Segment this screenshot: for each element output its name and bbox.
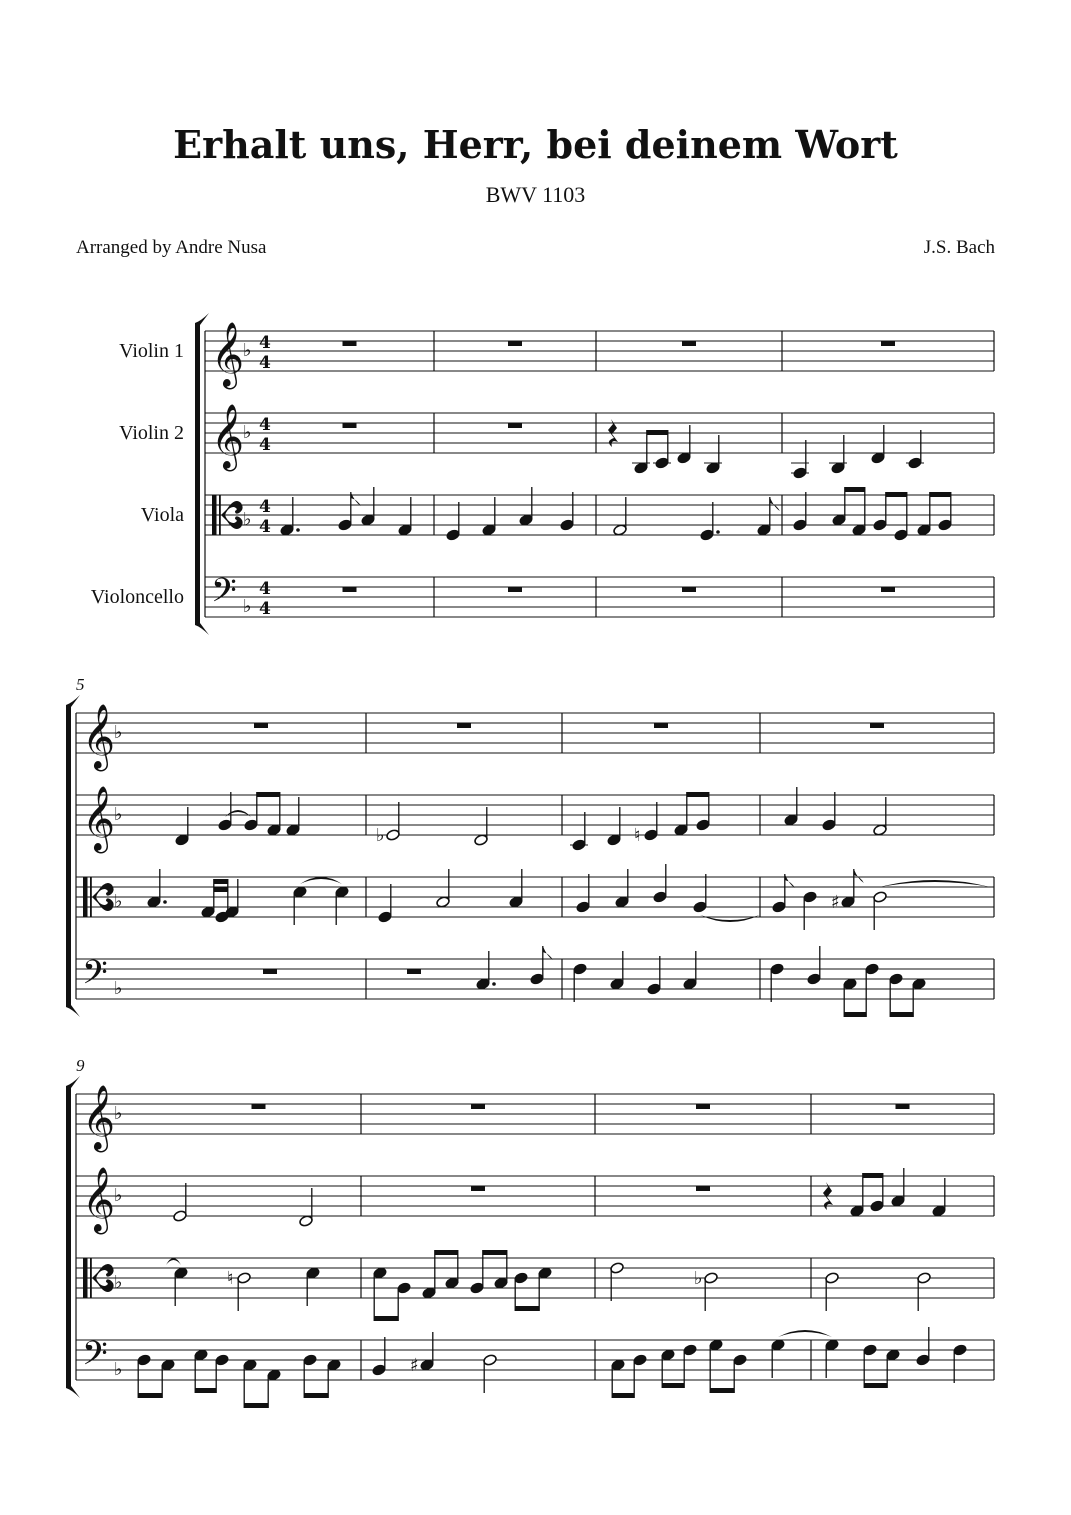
whole-rest xyxy=(696,1104,710,1109)
instrument-label-violin-1: Violin 1 xyxy=(119,340,184,362)
alto-clef xyxy=(92,1278,114,1292)
note-beam xyxy=(886,492,907,497)
key-signature-flat: ♭ xyxy=(114,1103,123,1124)
whole-rest xyxy=(896,1104,910,1109)
instrument-label-violin-2: Violin 2 xyxy=(119,422,184,444)
key-signature-flat: ♭ xyxy=(114,1272,123,1293)
time-signature-denominator: 4 xyxy=(259,435,271,455)
augmentation-dot xyxy=(716,530,720,534)
note-beam xyxy=(138,1393,162,1398)
score-title: Erhalt uns, Herr, bei deinem Wort xyxy=(173,122,898,167)
key-signature-flat: ♭ xyxy=(114,804,123,825)
note-flag xyxy=(785,874,795,888)
system-bracket xyxy=(195,623,209,635)
key-signature-flat: ♭ xyxy=(243,422,252,443)
alto-clef xyxy=(92,883,114,897)
whole-rest xyxy=(471,1186,485,1191)
measure-number-9: 9 xyxy=(76,1056,85,1075)
tie-slur xyxy=(225,810,251,817)
composer-credit: J.S. Bach xyxy=(923,237,995,258)
tie-slur xyxy=(700,915,760,922)
note-beam xyxy=(515,1306,539,1311)
whole-rest xyxy=(508,587,522,592)
tie-slur xyxy=(880,880,990,887)
treble-clef: 𝄞 xyxy=(82,704,116,769)
alto-clef xyxy=(92,1264,114,1278)
alto-clef xyxy=(83,1258,88,1298)
whole-rest xyxy=(254,723,268,728)
bass-clef: 𝄢 xyxy=(82,1335,108,1381)
accidental: ♮ xyxy=(227,1268,234,1289)
system-bracket xyxy=(66,1005,80,1017)
bass-clef: 𝄢 xyxy=(211,572,237,618)
whole-rest xyxy=(682,341,696,346)
whole-rest xyxy=(654,723,668,728)
note-beam xyxy=(214,887,228,892)
treble-clef: 𝄞 xyxy=(82,1085,116,1150)
whole-rest xyxy=(252,1104,266,1109)
score-subtitle: BWV 1103 xyxy=(485,182,586,207)
accidental: ♯ xyxy=(410,1355,419,1376)
whole-rest xyxy=(696,1186,710,1191)
note-flag xyxy=(543,946,553,960)
whole-rest xyxy=(343,423,357,428)
measure-number-5: 5 xyxy=(76,675,85,694)
whole-rest xyxy=(508,423,522,428)
treble-clef: 𝄞 xyxy=(82,1167,116,1232)
key-signature-flat: ♭ xyxy=(114,1185,123,1206)
whole-rest xyxy=(881,341,895,346)
tie-slur xyxy=(166,1258,181,1265)
key-signature-flat: ♭ xyxy=(114,978,123,999)
whole-rest xyxy=(343,341,357,346)
alto-clef xyxy=(83,877,88,917)
whole-rest xyxy=(881,587,895,592)
treble-clef: 𝄞 xyxy=(211,404,245,469)
whole-rest xyxy=(343,587,357,592)
whole-rest xyxy=(682,587,696,592)
treble-clef: 𝄞 xyxy=(82,786,116,851)
key-signature-flat: ♭ xyxy=(243,509,252,530)
alto-clef xyxy=(90,1258,92,1298)
key-signature-flat: ♭ xyxy=(114,891,123,912)
note-beam xyxy=(244,1403,268,1408)
system-bracket xyxy=(66,705,71,1007)
alto-clef xyxy=(221,515,243,529)
system-bracket xyxy=(195,323,200,625)
note-flag xyxy=(770,497,780,511)
notation-layer xyxy=(66,313,994,1408)
whole-rest xyxy=(457,723,471,728)
key-signature-flat: ♭ xyxy=(243,596,252,617)
system-bracket xyxy=(66,1386,80,1398)
time-signature-denominator: 4 xyxy=(259,517,271,537)
note-beam xyxy=(304,1393,328,1398)
whole-rest xyxy=(471,1104,485,1109)
note-beam xyxy=(890,1012,913,1017)
note-beam xyxy=(845,487,865,492)
note-beam xyxy=(257,792,280,797)
augmentation-dot xyxy=(492,982,496,986)
note-beam xyxy=(214,879,228,884)
key-signature-flat: ♭ xyxy=(114,1359,123,1380)
note-beam xyxy=(710,1388,734,1393)
note-beam xyxy=(930,492,951,497)
arranger-credit: Arranged by Andre Nusa xyxy=(76,237,267,258)
key-signature-flat: ♭ xyxy=(243,340,252,361)
time-signature-denominator: 4 xyxy=(259,353,271,373)
note-beam xyxy=(662,1383,684,1388)
note-beam xyxy=(647,430,668,435)
note-beam xyxy=(483,1250,507,1255)
instrument-label-viola: Viola xyxy=(140,504,184,526)
time-signature-denominator: 4 xyxy=(259,599,271,619)
time-signature-numerator: 4 xyxy=(259,497,271,517)
treble-clef: 𝄞 xyxy=(211,322,245,387)
note-beam xyxy=(864,1383,887,1388)
note-beam xyxy=(195,1388,216,1393)
tie-slur xyxy=(300,877,342,884)
accidental: ♭ xyxy=(694,1268,703,1289)
note-flag xyxy=(854,869,864,883)
alto-clef xyxy=(90,877,92,917)
accidental: ♯ xyxy=(831,892,840,913)
whole-rest xyxy=(870,723,884,728)
bass-clef: 𝄢 xyxy=(82,954,108,1000)
whole-rest xyxy=(263,969,277,974)
time-signature-numerator: 4 xyxy=(259,333,271,353)
alto-clef xyxy=(92,897,114,911)
time-signature-numerator: 4 xyxy=(259,579,271,599)
note-beam xyxy=(687,792,709,797)
note-beam xyxy=(435,1250,458,1255)
system-bracket xyxy=(66,1076,80,1088)
time-signature-numerator: 4 xyxy=(259,415,271,435)
alto-clef xyxy=(212,495,217,535)
augmentation-dot xyxy=(163,900,167,904)
note-beam xyxy=(844,1012,866,1017)
note-beam xyxy=(374,1316,398,1321)
accidental: ♮ xyxy=(634,825,641,846)
augmentation-dot xyxy=(296,528,300,532)
instrument-label-violoncello: Violoncello xyxy=(90,586,184,608)
note-beam xyxy=(863,1173,883,1178)
whole-rest xyxy=(508,341,522,346)
alto-clef xyxy=(219,495,221,535)
accidental: ♭ xyxy=(376,825,385,846)
system-bracket xyxy=(66,695,80,707)
system-bracket xyxy=(66,1086,71,1388)
alto-clef xyxy=(221,501,243,515)
note-beam xyxy=(612,1393,634,1398)
system-bracket xyxy=(195,313,209,325)
key-signature-flat: ♭ xyxy=(114,722,123,743)
tie-slur xyxy=(778,1330,832,1337)
note-flag xyxy=(351,492,361,506)
whole-rest xyxy=(407,969,421,974)
